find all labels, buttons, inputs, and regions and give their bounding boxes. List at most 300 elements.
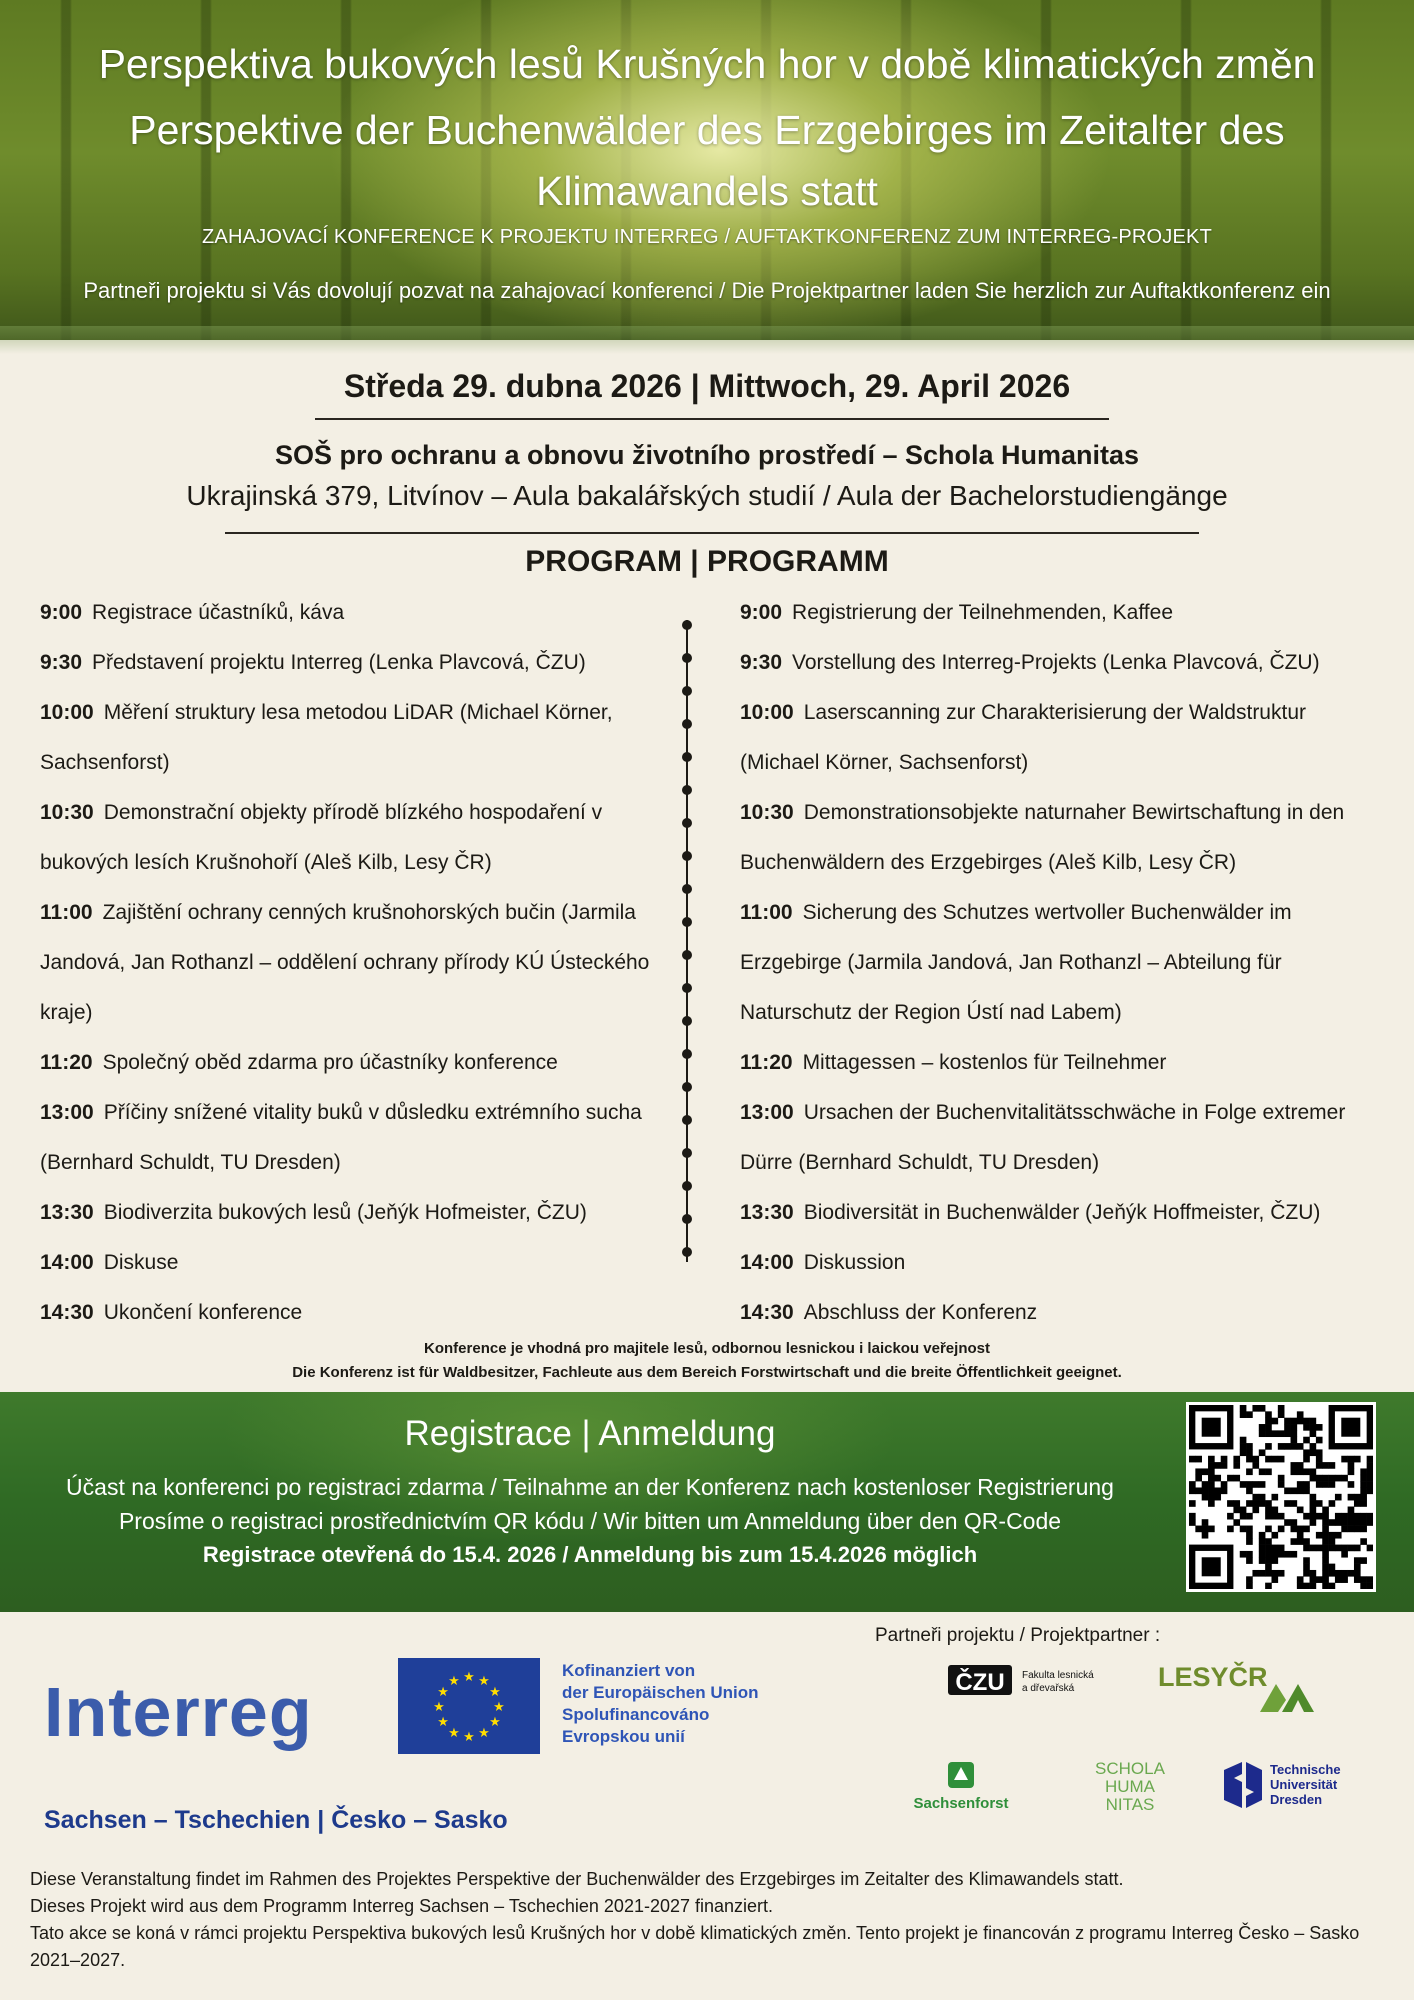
program-item <box>40 588 670 638</box>
qr-module <box>1303 1481 1310 1488</box>
qr-module <box>1246 1557 1253 1564</box>
qr-module <box>1329 1475 1336 1482</box>
qr-module <box>1271 1513 1278 1520</box>
timeline-dot <box>682 950 692 960</box>
qr-module <box>1329 1532 1336 1539</box>
eu-star-icon: ★ <box>463 1669 475 1684</box>
qr-module <box>1303 1487 1310 1494</box>
program-item <box>40 1238 670 1288</box>
qr-module <box>1278 1405 1285 1412</box>
qr-module <box>1195 1456 1202 1463</box>
qr-module <box>1354 1576 1361 1583</box>
qr-module <box>1297 1443 1304 1450</box>
qr-module <box>1291 1487 1298 1494</box>
qr-module <box>1310 1576 1317 1583</box>
qr-module <box>1316 1424 1323 1431</box>
qr-module <box>1360 1526 1367 1533</box>
qr-module <box>1303 1557 1310 1564</box>
qr-module <box>1360 1513 1367 1520</box>
qr-module <box>1284 1487 1291 1494</box>
registration-title: Registrace | Anmeldung <box>404 1414 776 1453</box>
qr-module <box>1303 1437 1310 1444</box>
schola-logo-line: SCHOLA <box>1095 1759 1165 1778</box>
eu-cofinancing-text <box>562 1660 802 1748</box>
venue-address: Ukrajinská 379, Litvínov – Aula bakalářských studií / Aula der Bachelorstudiengänge <box>186 480 1228 511</box>
eu-star-icon: ★ <box>463 1729 475 1744</box>
eu-star-icon: ★ <box>478 1673 490 1689</box>
qr-module <box>1348 1545 1355 1552</box>
qr-module <box>1360 1538 1367 1545</box>
qr-finder-pattern <box>1202 1418 1221 1437</box>
qr-module <box>1341 1456 1348 1463</box>
sachsenforst-logo-graphic <box>896 1762 1026 1812</box>
program-time: 11:20 <box>740 1051 793 1074</box>
lesy-cr-logo <box>1158 1654 1318 1716</box>
qr-module <box>1316 1576 1323 1583</box>
qr-module <box>1322 1538 1329 1545</box>
program-text: Demonstrationsobjekte naturnaher Bewirtschaftung in den Buchenwäldern des Erzgebirges (Aleš Kilb, Lesy ČR) <box>740 801 1345 874</box>
qr-module <box>1259 1424 1266 1431</box>
qr-module <box>1310 1583 1317 1589</box>
eu-star-icon: ★ <box>489 1684 501 1699</box>
program-time: 10:30 <box>40 801 94 824</box>
qr-module <box>1202 1481 1209 1488</box>
qr-module <box>1348 1456 1355 1463</box>
qr-module <box>1278 1526 1285 1533</box>
qr-module <box>1259 1405 1266 1412</box>
qr-module <box>1367 1475 1373 1482</box>
qr-module <box>1291 1424 1298 1431</box>
qr-module <box>1284 1500 1291 1507</box>
qr-module <box>1271 1551 1278 1558</box>
qr-module <box>1271 1557 1278 1564</box>
qr-module <box>1233 1519 1240 1526</box>
qr-module <box>1265 1526 1272 1533</box>
qr-module <box>1240 1437 1247 1444</box>
qr-module <box>1360 1519 1367 1526</box>
qr-module <box>1265 1468 1272 1475</box>
qr-module <box>1233 1462 1240 1469</box>
qr-module <box>1354 1545 1361 1552</box>
program-item <box>40 1188 670 1238</box>
qr-module <box>1259 1545 1266 1552</box>
qr-module <box>1208 1526 1215 1533</box>
program-time: 13:30 <box>740 1201 794 1224</box>
qr-module <box>1310 1424 1317 1431</box>
program-text: Společný oběd zdarma pro účastníky konference <box>102 1051 558 1074</box>
qr-module <box>1316 1475 1323 1482</box>
qr-module <box>1233 1475 1240 1482</box>
qr-module <box>1221 1462 1228 1469</box>
qr-module <box>1265 1513 1272 1520</box>
qr-module <box>1259 1557 1266 1564</box>
qr-module <box>1233 1456 1240 1463</box>
tu-dresden-logo-line: Technische <box>1270 1762 1341 1777</box>
qr-module <box>1227 1526 1234 1533</box>
program-item <box>740 1038 1380 1088</box>
qr-module <box>1202 1468 1209 1475</box>
qr-module <box>1202 1487 1209 1494</box>
qr-module <box>1367 1576 1373 1583</box>
qr-module <box>1329 1583 1336 1589</box>
qr-module <box>1195 1526 1202 1533</box>
program-item <box>40 888 670 1038</box>
program-text: Ukončení konference <box>103 1301 303 1324</box>
qr-module <box>1303 1424 1310 1431</box>
qr-module <box>1246 1500 1253 1507</box>
qr-module <box>1265 1500 1272 1507</box>
eu-text-line: der Europäischen Union <box>562 1683 759 1702</box>
qr-module <box>1335 1519 1342 1526</box>
qr-module <box>1322 1519 1329 1526</box>
timeline-dot <box>682 851 692 861</box>
qr-module <box>1240 1405 1247 1412</box>
qr-module <box>1265 1443 1272 1450</box>
qr-module <box>1189 1487 1196 1494</box>
qr-module <box>1316 1449 1323 1456</box>
timeline-dot <box>682 719 692 729</box>
qr-module <box>1297 1487 1304 1494</box>
qr-module <box>1252 1507 1259 1514</box>
qr-module <box>1291 1430 1298 1437</box>
program-text: Biodiversität in Buchenwälder (Jeňýk Hoffmeister, ČZU) <box>803 1201 1321 1224</box>
qr-module <box>1310 1494 1317 1501</box>
qr-module <box>1335 1576 1342 1583</box>
qr-module <box>1367 1481 1373 1488</box>
invitation-text: Partneři projektu si Vás dovolují pozvat na zahajovací konferenci / Die Projektpartner laden Sie herzlich zur Auftaktkonferenz ein <box>83 278 1331 303</box>
timeline-dot <box>682 1082 692 1092</box>
qr-module <box>1271 1418 1278 1425</box>
qr-module <box>1233 1500 1240 1507</box>
qr-module <box>1303 1570 1310 1577</box>
qr-module <box>1252 1481 1259 1488</box>
qr-module <box>1303 1456 1310 1463</box>
qr-module <box>1284 1551 1291 1558</box>
qr-module <box>1322 1507 1329 1514</box>
qr-module <box>1278 1475 1285 1482</box>
qr-module <box>1303 1538 1310 1545</box>
qr-module <box>1354 1526 1361 1533</box>
qr-module <box>1316 1545 1323 1552</box>
qr-module <box>1195 1487 1202 1494</box>
qr-module <box>1259 1570 1266 1577</box>
qr-module <box>1297 1507 1304 1514</box>
qr-module <box>1303 1513 1310 1520</box>
qr-module <box>1360 1481 1367 1488</box>
qr-module <box>1303 1468 1310 1475</box>
program-time: 10:00 <box>740 701 794 724</box>
audience-note-german: Die Konferenz ist für Waldbesitzer, Fachleute aus dem Bereich Forstwirtschaft und die breite Öffentlichkeit geeignet. <box>292 1364 1122 1381</box>
qr-module <box>1202 1519 1209 1526</box>
program-item <box>740 1288 1380 1338</box>
program-item <box>740 638 1380 688</box>
qr-code-graphic <box>1189 1405 1373 1589</box>
program-text: Sicherung des Schutzes wertvoller Buchenwälder im Erzgebirge (Jarmila Jandová, Jan Rothanzl – Abteilung für Naturschutz der Region Ústí nad Labem) <box>740 901 1292 1024</box>
qr-module <box>1322 1475 1329 1482</box>
program-item <box>740 788 1380 888</box>
qr-module <box>1341 1551 1348 1558</box>
qr-module <box>1297 1418 1304 1425</box>
qr-module <box>1291 1468 1298 1475</box>
qr-module <box>1297 1576 1304 1583</box>
lesy-cr-logo-text: LESYČR <box>1158 1662 1268 1692</box>
qr-module <box>1246 1526 1253 1533</box>
qr-module <box>1208 1481 1215 1488</box>
qr-module <box>1271 1545 1278 1552</box>
sachsenforst-logo <box>896 1762 1026 1812</box>
qr-module <box>1297 1532 1304 1539</box>
program-text: Představení projektu Interreg (Lenka Plavcová, ČZU) <box>92 651 586 674</box>
qr-module <box>1297 1468 1304 1475</box>
qr-module <box>1246 1487 1253 1494</box>
qr-module <box>1360 1576 1367 1583</box>
qr-module <box>1341 1475 1348 1482</box>
qr-module <box>1246 1551 1253 1558</box>
qr-module <box>1291 1437 1298 1444</box>
program-item <box>740 588 1380 638</box>
qr-module <box>1310 1570 1317 1577</box>
qr-module <box>1214 1487 1221 1494</box>
qr-module <box>1221 1487 1228 1494</box>
qr-module <box>1322 1557 1329 1564</box>
qr-module <box>1360 1475 1367 1482</box>
schola-logo-line: HUMA <box>1104 1777 1156 1796</box>
qr-module <box>1329 1481 1336 1488</box>
program-text: Mittagessen – kostenlos für Teilnehmer <box>802 1051 1167 1074</box>
qr-module <box>1246 1456 1253 1463</box>
qr-module <box>1208 1487 1215 1494</box>
qr-module <box>1271 1576 1278 1583</box>
qr-module <box>1297 1481 1304 1488</box>
tu-dresden-logo-mark <box>1246 1762 1262 1808</box>
qr-module <box>1297 1526 1304 1533</box>
qr-module <box>1354 1500 1361 1507</box>
qr-module <box>1303 1526 1310 1533</box>
qr-module <box>1291 1500 1298 1507</box>
registration-info: Účast na konferenci po registraci zdarma / Teilnahme an der Konferenz nach kostenloser Registrierung <box>66 1474 1114 1500</box>
qr-module <box>1341 1545 1348 1552</box>
qr-module <box>1348 1494 1355 1501</box>
program-text: Demonstrační objekty přírodě blízkého hospodaření v bukových lesích Krušnohoří (Aleš Kilb, Lesy ČR) <box>40 801 603 874</box>
tu-dresden-logo-graphic <box>1222 1760 1372 1810</box>
qr-module <box>1284 1443 1291 1450</box>
program-time: 14:00 <box>740 1251 794 1274</box>
qr-module <box>1303 1564 1310 1571</box>
qr-module <box>1259 1481 1266 1488</box>
program-text: Vorstellung des Interreg-Projekts (Lenka Plavcová, ČZU) <box>792 651 1320 674</box>
program-text: Zajištění ochrany cenných krušnohorských bučin (Jarmila Jandová, Jan Rothanzl – oddělení ochrany přírody KÚ Ústeckého kraje) <box>40 901 650 1024</box>
qr-module <box>1316 1513 1323 1520</box>
program-time: 13:00 <box>740 1101 794 1124</box>
qr-module <box>1341 1513 1348 1520</box>
qr-module <box>1322 1462 1329 1469</box>
program-time: 9:00 <box>740 601 783 624</box>
qr-module <box>1189 1519 1196 1526</box>
qr-module <box>1259 1500 1266 1507</box>
schola-humanitas-logo <box>1080 1758 1180 1814</box>
qr-module <box>1265 1551 1272 1558</box>
timeline-dot <box>682 1016 692 1026</box>
qr-module <box>1208 1462 1215 1469</box>
qr-module <box>1240 1526 1247 1533</box>
qr-module <box>1265 1411 1272 1418</box>
eu-star-icon: ★ <box>433 1699 445 1714</box>
qr-module <box>1252 1462 1259 1469</box>
qr-module <box>1265 1557 1272 1564</box>
qr-module <box>1208 1456 1215 1463</box>
qr-finder-pattern <box>1341 1418 1360 1437</box>
qr-module <box>1310 1418 1317 1425</box>
program-time: 9:00 <box>40 601 83 624</box>
eu-text-line: Evropskou unií <box>562 1727 685 1746</box>
program-text: Diskuse <box>103 1251 179 1274</box>
qr-module <box>1360 1487 1367 1494</box>
eu-star-icon: ★ <box>489 1714 501 1729</box>
qr-module <box>1341 1570 1348 1577</box>
qr-module <box>1310 1545 1317 1552</box>
audience-note-czech: Konference je vhodná pro majitele lesů, odbornou lesnickou i laickou veřejnost <box>424 1340 990 1357</box>
timeline-dot <box>682 1115 692 1125</box>
footer-line: Tato akce se koná v rámci projektu Perspektiva bukových lesů Krušných hor v době klimatických změn. Tento projekt je financován z programu Interreg Česko – Sasko 2021–2027. <box>30 1923 1360 1970</box>
qr-module <box>1303 1449 1310 1456</box>
qr-module <box>1291 1418 1298 1425</box>
timeline-dot <box>682 653 692 663</box>
qr-module <box>1310 1500 1317 1507</box>
qr-module <box>1297 1411 1304 1418</box>
venue-name: SOŠ pro ochranu a obnovu životního prostředí – Schola Humanitas <box>274 440 1140 470</box>
program-time: 11:00 <box>740 901 793 924</box>
qr-module <box>1367 1513 1373 1520</box>
program-item <box>740 888 1380 1038</box>
program-item <box>740 1238 1380 1288</box>
qr-module <box>1297 1538 1304 1545</box>
title-german: Perspektive der Buchenwälder des Erzgebirges im Zeitalter des Klimawandels statt <box>129 107 1285 214</box>
qr-module <box>1367 1583 1373 1589</box>
qr-module <box>1259 1430 1266 1437</box>
qr-module <box>1310 1519 1317 1526</box>
qr-module <box>1252 1456 1259 1463</box>
qr-module <box>1265 1564 1272 1571</box>
qr-finder-pattern <box>1202 1557 1221 1576</box>
qr-module <box>1246 1513 1253 1520</box>
qr-module <box>1240 1513 1247 1520</box>
timeline-dot <box>682 1148 692 1158</box>
qr-module <box>1367 1519 1373 1526</box>
qr-module <box>1322 1526 1329 1533</box>
qr-module <box>1259 1532 1266 1539</box>
qr-module <box>1354 1557 1361 1564</box>
qr-module <box>1278 1456 1285 1463</box>
qr-module <box>1348 1481 1355 1488</box>
qr-module <box>1316 1437 1323 1444</box>
program-text: Příčiny snížené vitality buků v důsledku extrémního sucha (Bernhard Schuldt, TU Dresden) <box>40 1101 642 1174</box>
qr-module <box>1246 1583 1253 1589</box>
qr-module <box>1278 1551 1285 1558</box>
program-time: 11:20 <box>40 1051 93 1074</box>
qr-module <box>1208 1475 1215 1482</box>
qr-module <box>1322 1570 1329 1577</box>
schola-logo-line: NITAS <box>1105 1795 1155 1814</box>
qr-module <box>1348 1519 1355 1526</box>
qr-module <box>1246 1468 1253 1475</box>
qr-module <box>1329 1500 1336 1507</box>
registration-section <box>0 1392 1414 1612</box>
program-column-czech <box>40 588 670 1338</box>
program-region: Sachsen – Tschechien | Česko – Sasko <box>44 1806 508 1834</box>
qr-module <box>1335 1494 1342 1501</box>
qr-module <box>1246 1411 1253 1418</box>
footer-disclaimer <box>30 1866 1390 1974</box>
qr-module <box>1322 1513 1329 1520</box>
header-banner <box>0 0 1414 340</box>
qr-module <box>1335 1545 1342 1552</box>
qr-module <box>1348 1570 1355 1577</box>
qr-module <box>1329 1564 1336 1571</box>
lesy-cr-logo-shape <box>1282 1684 1314 1712</box>
event-date: Středa 29. dubna 2026 | Mittwoch, 29. April 2026 <box>343 368 1071 404</box>
program-item <box>40 1288 670 1338</box>
qr-module <box>1354 1513 1361 1520</box>
qr-module <box>1354 1570 1361 1577</box>
qr-module <box>1265 1507 1272 1514</box>
qr-module <box>1259 1538 1266 1545</box>
registration-deadline: Registrace otevřená do 15.4. 2026 / Anmeldung bis zum 15.4.2026 möglich <box>202 1542 978 1567</box>
qr-module <box>1278 1545 1285 1552</box>
qr-module <box>1329 1545 1336 1552</box>
qr-module <box>1291 1462 1298 1469</box>
qr-module <box>1291 1538 1298 1545</box>
eu-stars <box>398 1658 540 1754</box>
program-text: Biodiverzita bukových lesů (Jeňýk Hofmeister, ČZU) <box>103 1201 587 1224</box>
qr-module <box>1278 1411 1285 1418</box>
qr-module <box>1278 1570 1285 1577</box>
qr-module <box>1341 1526 1348 1533</box>
qr-module <box>1259 1494 1266 1501</box>
qr-module <box>1329 1462 1336 1469</box>
qr-module <box>1278 1513 1285 1520</box>
program-time: 10:00 <box>40 701 94 724</box>
qr-module <box>1240 1481 1247 1488</box>
qr-module <box>1360 1494 1367 1501</box>
qr-module <box>1227 1475 1234 1482</box>
qr-module <box>1316 1462 1323 1469</box>
qr-module <box>1202 1532 1209 1539</box>
qr-module <box>1310 1507 1317 1514</box>
qr-module <box>1221 1456 1228 1463</box>
program-text: Laserscanning zur Charakterisierung der Waldstruktur (Michael Körner, Sachsenforst) <box>740 701 1306 774</box>
timeline-divider <box>686 620 688 1262</box>
program-text: Ursachen der Buchenvitalitätsschwäche in Folge extremer Dürre (Bernhard Schuldt, TU Dresden) <box>740 1101 1346 1174</box>
qr-module <box>1367 1487 1373 1494</box>
qr-module <box>1316 1500 1323 1507</box>
qr-module <box>1367 1462 1373 1469</box>
qr-module <box>1360 1557 1367 1564</box>
qr-module <box>1252 1494 1259 1501</box>
qr-module <box>1329 1519 1336 1526</box>
qr-module <box>1297 1462 1304 1469</box>
qr-module <box>1189 1500 1196 1507</box>
czu-logo-subtext: Fakulta lesnická <box>1022 1670 1094 1681</box>
qr-module <box>1335 1570 1342 1577</box>
qr-module <box>1284 1430 1291 1437</box>
qr-module <box>1310 1430 1317 1437</box>
program-title: PROGRAM | PROGRAMM <box>525 545 889 578</box>
conference-subtitle: ZAHAJOVACÍ KONFERENCE K PROJEKTU INTERREG / AUFTAKTKONFERENZ ZUM INTERREG-PROJEKT <box>202 226 1212 248</box>
qr-code-icon[interactable] <box>1186 1402 1376 1592</box>
qr-module <box>1265 1545 1272 1552</box>
program-column-german <box>740 588 1380 1338</box>
qr-module <box>1252 1405 1259 1412</box>
